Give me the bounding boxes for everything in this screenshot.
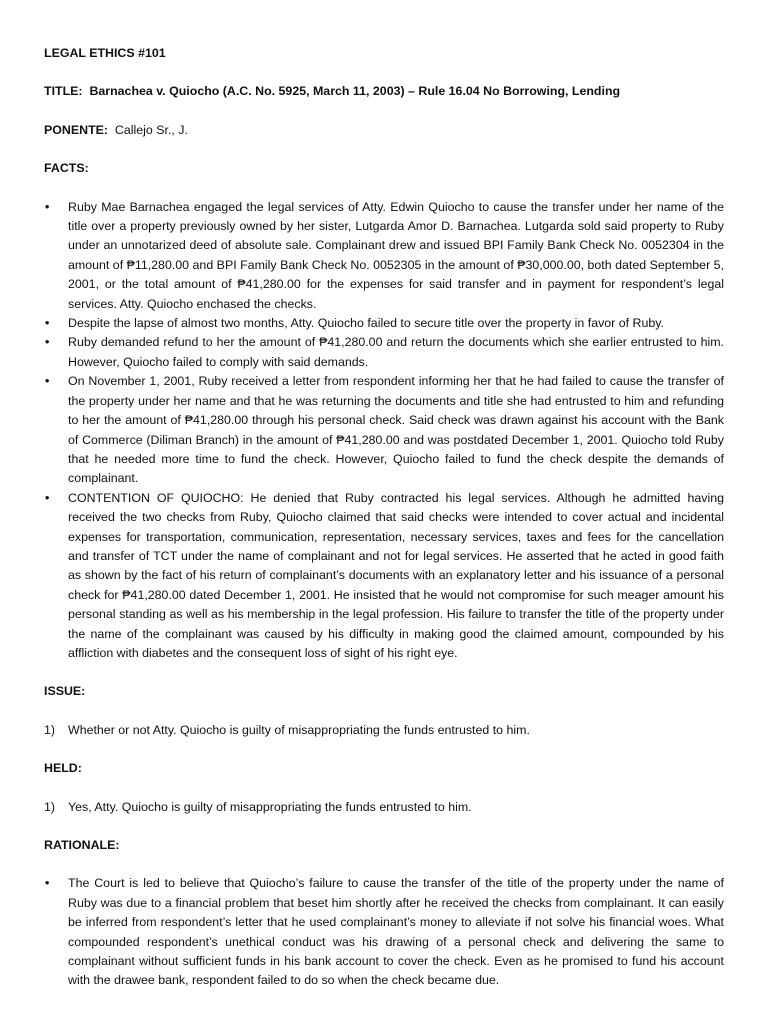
facts-item-text: Despite the lapse of almost two months, Atty. Quiocho failed to secure title over the property in favor of Ruby. bbox=[68, 316, 664, 331]
facts-item-text: Ruby demanded refund to her the amount of ₱41,280.00 and return the documents which she earlier entrusted to him. However, Quiocho failed to comply with said demands. bbox=[68, 335, 724, 369]
facts-heading: FACTS: bbox=[44, 161, 89, 176]
ponente-label: PONENTE: bbox=[44, 122, 109, 137]
rationale-item-text: The Court is led to believe that Quiocho’s failure to cause the transfer of the title of the property under the name of Ruby was due to a financial problem that beset him shortly after he received the checks from complainant. It can easily be inferred from respondent’s letter that he used complainant’s money to alleviate if not solve his financial woes. What compounded respondent’s unethical conduct was his drawing of a personal check and delivering the same to complainant without sufficient funds in his bank account to cover the check. Even as he promised to fund his account with the drawee bank, respondent failed to do so when the check became due. bbox=[68, 876, 724, 988]
facts-item bbox=[44, 372, 724, 488]
rationale-list bbox=[44, 874, 724, 990]
title-label: TITLE: bbox=[44, 84, 83, 99]
held-heading: HELD: bbox=[44, 761, 82, 776]
bullet-icon: • bbox=[45, 316, 50, 331]
issue-item bbox=[44, 721, 724, 740]
facts-item bbox=[44, 333, 724, 372]
held-text: Yes, Atty. Quiocho is guilty of misappropriating the funds entrusted to him. bbox=[68, 799, 472, 814]
title-text: Barnachea v. Quiocho (A.C. No. 5925, March 11, 2003) – Rule 16.04 No Borrowing, Lending bbox=[89, 84, 621, 99]
facts-item-text: Ruby Mae Barnachea engaged the legal services of Atty. Edwin Quiocho to cause the transfer under her name of the title over a property previously owned by her sister, Lutgarda Amor D. Barnachea. Lutgarda sold said property to Ruby under an unnotarized deed of absolute sale. Complainant drew and issued BPI Family Bank Check No. 0052304 in the amount of ₱11,280.00 and BPI Family Bank Check No. 0052305 in the amount of ₱30,000.00, both dated September 5, 2001, or the total amount of ₱41,280.00 for the expenses for said transfer and in payment for respondent’s legal services. Atty. Quiocho enchased the checks. bbox=[68, 199, 724, 311]
facts-item bbox=[44, 489, 724, 664]
held-item bbox=[44, 798, 724, 817]
bullet-icon: • bbox=[45, 199, 50, 214]
issue-heading: ISSUE: bbox=[44, 684, 86, 699]
ponente-text: Callejo Sr., J. bbox=[114, 122, 188, 137]
issue-number: 1) bbox=[44, 722, 56, 737]
case-title bbox=[44, 82, 724, 101]
bullet-icon: • bbox=[45, 490, 50, 505]
rationale-item bbox=[44, 874, 724, 990]
held-number: 1) bbox=[44, 799, 56, 814]
bullet-icon: • bbox=[45, 335, 50, 350]
document-header: LEGAL ETHICS #101 bbox=[44, 46, 166, 60]
issue-list bbox=[44, 721, 724, 740]
facts-item-text: On November 1, 2001, Ruby received a letter from respondent informing her that he had failed to cause the transfer of the property under her name and that he was returning the documents and title she had entrusted to him and refunding to her the amount of ₱41,280.00 through his personal check. Said check was drawn against his account with the Bank of Commerce (Diliman Branch) in the amount of ₱41,280.00 and was postdated December 1, 2001. Quiocho told Ruby that he needed more time to fund the check. However, Quiocho failed to fund the check despite the demands of complainant. bbox=[68, 374, 724, 486]
rationale-heading: RATIONALE: bbox=[44, 838, 120, 852]
held-list bbox=[44, 798, 724, 817]
facts-list bbox=[44, 198, 724, 664]
ponente-line bbox=[44, 121, 724, 140]
bullet-icon: • bbox=[45, 876, 50, 891]
issue-text: Whether or not Atty. Quiocho is guilty of misappropriating the funds entrusted to him. bbox=[68, 722, 530, 737]
facts-item bbox=[44, 198, 724, 314]
facts-item bbox=[44, 314, 724, 333]
bullet-icon: • bbox=[45, 374, 50, 389]
facts-item-text: CONTENTION OF QUIOCHO: He denied that Ruby contracted his legal services. Although he admitted having received the two checks from Ruby, Quiocho claimed that said checks were intended to cover actual and incidental expenses for transportation, communication, representation, necessary services, taxes and fees for the cancellation and transfer of TCT under the name of complainant and not for legal services. He asserted that he acted in good faith as shown by the fact of his return of complainant’s documents with an explanatory letter and his issuance of a personal check for ₱41,280.00 dated December 1, 2001. He insisted that he would not compromise for such meager amount his personal standing as well as his membership in the legal profession. His failure to transfer the title of the property under the name of the complainant was caused by his difficulty in making good the claimed amount, compounded by his affliction with diabetes and the consequent loss of sight of his right eye. bbox=[68, 490, 724, 660]
